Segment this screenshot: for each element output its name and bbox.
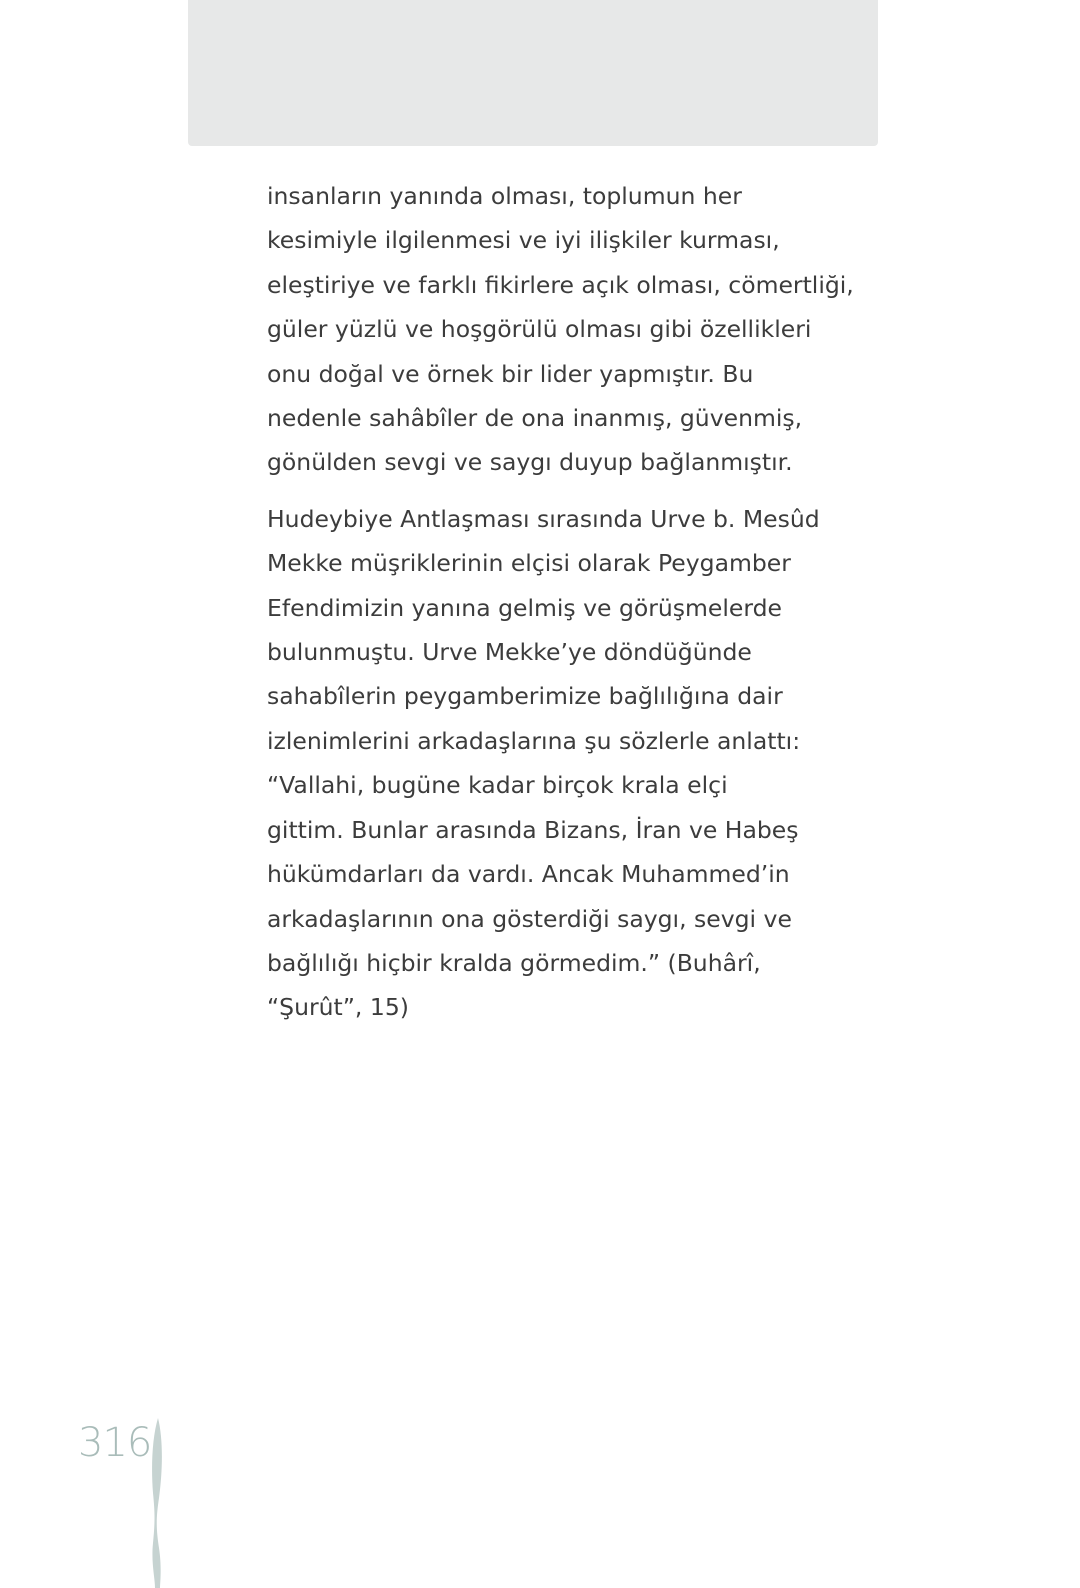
text-line: bulunmuştu. Urve Mekke’ye döndüğünde: [267, 638, 752, 667]
text-line: insanların yanında olması, toplumun her: [267, 182, 742, 210]
text-line: Hudeybiye Antlaşması sırasında Urve b. Mesûd: [267, 504, 820, 533]
text-line: nedenle sahâbîler de ona inanmış, güvenmiş,: [267, 404, 803, 433]
text-line: “Şurût”, 15): [267, 993, 409, 1022]
text-line: hükümdarları da vardı. Ancak Muhammed’in: [267, 860, 790, 889]
header-band: [188, 0, 878, 146]
text-line: kesimiyle ilgilenmesi ve iyi ilişkiler kurması,: [267, 226, 780, 255]
text-line: Efendimizin yanına gelmiş ve görüşmelerde: [267, 593, 782, 622]
text-line: bağlılığı hiçbir kralda görmedim.” (Buhârî,: [267, 948, 761, 977]
text-line: eleştiriye ve farklı fikirlere açık olması, cömertliği,: [267, 270, 854, 299]
text-line: gittim. Bunlar arasında Bizans, İran ve Habeş: [267, 815, 799, 844]
text-line: izlenimlerini arkadaşlarına şu sözlerle anlattı:: [267, 726, 801, 755]
text-line: Mekke müşriklerinin elçisi olarak Peygamber: [267, 549, 791, 578]
paragraph: [267, 497, 827, 1030]
paragraph: [267, 174, 854, 485]
body-text: [267, 174, 854, 1030]
text-line: gönülden sevgi ve saygı duyup bağlanmıştır.: [267, 448, 793, 477]
text-line: sahabîlerin peygamberimize bağlılığına dair: [267, 682, 783, 711]
text-line: “Vallahi, bugüne kadar birçok krala elçi: [267, 771, 728, 800]
margin-ornament: [148, 1418, 168, 1588]
text-line: onu doğal ve örnek bir lider yapmıştır. Bu: [267, 359, 754, 388]
page-number: 316: [78, 1420, 152, 1466]
text-line: arkadaşlarının ona gösterdiği saygı, sevgi ve: [267, 904, 792, 933]
text-line: güler yüzlü ve hoşgörülü olması gibi özellikleri: [267, 315, 812, 344]
